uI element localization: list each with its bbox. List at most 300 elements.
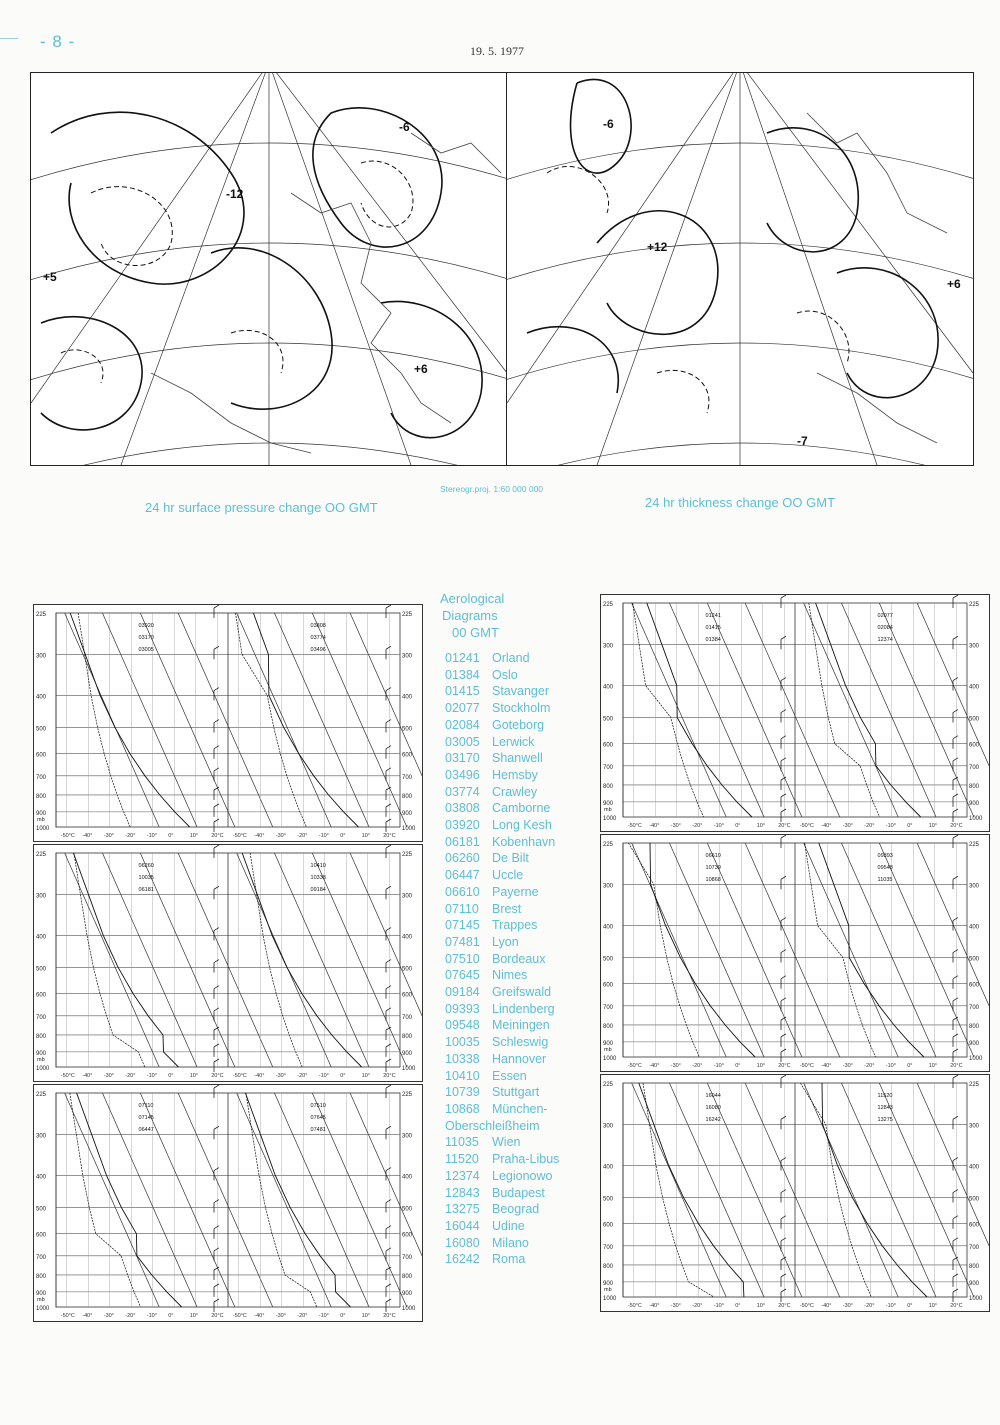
wind-barb-feather bbox=[781, 1034, 786, 1037]
wind-barb-feather bbox=[386, 928, 391, 931]
diagram-station-code: 12374 bbox=[877, 637, 893, 643]
temp-tick-label: 0° bbox=[168, 833, 174, 839]
pressure-label-left: 700 bbox=[603, 1244, 614, 1251]
station-row bbox=[445, 717, 605, 734]
wind-barb-feather bbox=[953, 595, 958, 598]
station-name: Budapest bbox=[492, 1185, 545, 1200]
wind-barb-feather bbox=[214, 1299, 219, 1302]
pressure-label-left: 900 bbox=[36, 1050, 47, 1057]
temp-tick-label: -10° bbox=[318, 833, 329, 839]
pressure-label-right: 900 bbox=[402, 810, 413, 817]
wind-barb-feather bbox=[386, 886, 391, 889]
diagram-station-code: 10410 bbox=[310, 863, 326, 869]
temp-tick-label: -30° bbox=[670, 823, 681, 829]
page-number: - 8 - bbox=[40, 32, 76, 51]
temp-tick-label: 20°C bbox=[211, 1073, 224, 1079]
pressure-label-left: 1000 bbox=[603, 1056, 617, 1062]
pressure-label-right: 500 bbox=[969, 1196, 980, 1203]
station-code: 09548 bbox=[445, 1018, 480, 1033]
wind-barb-feather bbox=[214, 605, 219, 608]
wind-barb-feather bbox=[386, 746, 391, 749]
station-row bbox=[445, 784, 605, 801]
pressure-label-left: 600 bbox=[36, 752, 47, 759]
temp-tick-label: -40° bbox=[82, 1073, 93, 1079]
pressure-label-right: 400 bbox=[402, 694, 413, 701]
mb-unit-label: mb bbox=[37, 817, 45, 823]
wind-barb-feather bbox=[953, 1049, 958, 1052]
temp-tick-label: -30° bbox=[670, 1303, 681, 1309]
pressure-label-left: 400 bbox=[603, 924, 614, 931]
wind-barb-feather bbox=[386, 720, 391, 723]
temp-tick-label: 10° bbox=[928, 1063, 938, 1069]
temp-tick-label: 20°C bbox=[950, 1063, 963, 1069]
diagram-station-code: 16044 bbox=[705, 1093, 721, 1099]
wind-barb-feather bbox=[953, 1289, 958, 1292]
station-row bbox=[445, 667, 605, 684]
station-name: Goteborg bbox=[492, 717, 545, 732]
temp-tick-label: -30° bbox=[275, 1073, 286, 1079]
temp-tick-label: -10° bbox=[146, 1313, 157, 1319]
pressure-label-right: 225 bbox=[969, 1082, 980, 1088]
pressure-label-right: 800 bbox=[402, 793, 413, 800]
station-code: 07645 bbox=[445, 968, 480, 983]
station-code: 10868 bbox=[445, 1101, 480, 1116]
wind-barb-feather bbox=[386, 819, 391, 822]
pressure-label-right: 500 bbox=[402, 726, 413, 733]
wind-barb-feather bbox=[214, 986, 219, 989]
temp-tick-label: 0° bbox=[907, 1303, 913, 1309]
station-name: Crawley bbox=[492, 784, 538, 799]
temp-tick-label: -20° bbox=[692, 1303, 703, 1309]
pressure-label-left: 500 bbox=[36, 726, 47, 733]
diagram-station-code: 01415 bbox=[705, 625, 721, 631]
pressure-label-right: 500 bbox=[402, 966, 413, 973]
pressure-label-right: 600 bbox=[402, 752, 413, 759]
wind-barb-feather bbox=[781, 710, 786, 713]
station-row bbox=[445, 1084, 605, 1101]
pressure-label-right: 1000 bbox=[969, 1296, 983, 1302]
pressure-label-right: 900 bbox=[969, 1040, 980, 1047]
station-name: Trappes bbox=[492, 918, 538, 933]
station-row bbox=[445, 1168, 605, 1185]
wind-barb-feather bbox=[386, 1248, 391, 1251]
temp-tick-label: -40° bbox=[82, 833, 93, 839]
wind-barb-feather bbox=[781, 809, 786, 812]
diagram-station-code: 03920 bbox=[138, 623, 154, 629]
temp-tick-label: -50°C bbox=[60, 1313, 75, 1319]
pressure-label-right: 600 bbox=[969, 982, 980, 989]
station-name: Uccle bbox=[492, 868, 524, 883]
pressure-label-left: 900 bbox=[603, 1040, 614, 1047]
temp-tick-label: -10° bbox=[713, 1303, 724, 1309]
pressure-label-left: 600 bbox=[603, 982, 614, 989]
station-name: Wien bbox=[492, 1135, 521, 1150]
station-name: Essen bbox=[492, 1068, 527, 1083]
wind-barb-feather bbox=[214, 804, 219, 807]
wind-barb-feather bbox=[781, 876, 786, 879]
map-drawing-right bbox=[507, 73, 973, 465]
station-row bbox=[445, 1068, 605, 1085]
station-row bbox=[445, 1151, 605, 1168]
pressure-label-right: 1000 bbox=[402, 1066, 416, 1072]
temp-tick-label: -10° bbox=[146, 833, 157, 839]
wind-barb-feather bbox=[953, 1075, 958, 1078]
station-code: 03170 bbox=[445, 751, 480, 766]
diagram-station-code: 10338 bbox=[310, 875, 326, 881]
station-name: Lyon bbox=[492, 934, 519, 949]
wind-barb-feather bbox=[953, 918, 958, 921]
diagram-station-code: 06181 bbox=[138, 887, 154, 893]
wind-barb-feather bbox=[781, 998, 786, 1001]
pressure-label-right: 800 bbox=[969, 1263, 980, 1270]
station-row bbox=[445, 1201, 605, 1218]
svg-text:+5: +5 bbox=[43, 270, 57, 284]
temp-tick-label: -20° bbox=[692, 823, 703, 829]
station-name: Stuttgart bbox=[492, 1085, 540, 1100]
diagram-station-code: 13275 bbox=[877, 1117, 893, 1123]
wind-barb-feather bbox=[781, 1238, 786, 1241]
pressure-label-left: 300 bbox=[36, 893, 47, 900]
station-code: 01415 bbox=[445, 684, 480, 699]
diagram-station-code: 03005 bbox=[138, 647, 154, 653]
station-row bbox=[445, 1251, 605, 1268]
pressure-label-right: 800 bbox=[402, 1273, 413, 1280]
pressure-label-left: 225 bbox=[603, 1082, 614, 1088]
station-code: 07481 bbox=[445, 934, 480, 949]
aerological-diagram-1 bbox=[33, 604, 423, 842]
pressure-label-left: 300 bbox=[603, 1123, 614, 1130]
pressure-label-right: 225 bbox=[402, 612, 413, 618]
diagram-station-code: 12843 bbox=[877, 1105, 893, 1111]
pressure-label-right: 900 bbox=[402, 1290, 413, 1297]
diagram-station-code: 03774 bbox=[310, 635, 326, 641]
svg-text:+12: +12 bbox=[647, 240, 668, 254]
temp-tick-label: 20°C bbox=[778, 823, 791, 829]
station-row bbox=[445, 683, 605, 700]
temp-tick-label: -40° bbox=[821, 823, 832, 829]
diagram-station-code: 02077 bbox=[877, 613, 893, 619]
margin-rule bbox=[0, 38, 18, 39]
temp-tick-label: -50°C bbox=[232, 1073, 247, 1079]
pressure-label-left: 800 bbox=[36, 1273, 47, 1280]
wind-barb-feather bbox=[781, 736, 786, 739]
pressure-label-left: 225 bbox=[603, 602, 614, 608]
pressure-label-right: 300 bbox=[402, 893, 413, 900]
pressure-label-right: 400 bbox=[969, 684, 980, 691]
temp-tick-label: -10° bbox=[885, 1303, 896, 1309]
wind-barb-feather bbox=[781, 1289, 786, 1292]
diagram-station-code: 03808 bbox=[310, 623, 326, 629]
pressure-label-left: 800 bbox=[603, 783, 614, 790]
temp-tick-label: -20° bbox=[297, 1313, 308, 1319]
wind-barb-feather bbox=[953, 710, 958, 713]
station-name: De Bilt bbox=[492, 851, 529, 866]
station-code: 11035 bbox=[445, 1135, 479, 1150]
station-name: Milano bbox=[492, 1235, 529, 1250]
pressure-label-right: 1000 bbox=[969, 816, 983, 822]
temp-tick-label: -20° bbox=[297, 1073, 308, 1079]
pressure-label-right: 700 bbox=[402, 1254, 413, 1261]
pressure-label-right: 400 bbox=[402, 934, 413, 941]
station-code: 16080 bbox=[445, 1235, 480, 1250]
station-code: 11520 bbox=[445, 1152, 479, 1167]
diagram-chart bbox=[34, 605, 422, 841]
wind-barb-feather bbox=[953, 1274, 958, 1277]
temp-tick-label: -40° bbox=[649, 1303, 660, 1309]
station-name: Lerwick bbox=[492, 734, 535, 749]
temp-tick-label: -20° bbox=[864, 1063, 875, 1069]
temp-tick-label: 10° bbox=[361, 1073, 371, 1079]
station-code: 06260 bbox=[445, 851, 480, 866]
station-code: 13275 bbox=[445, 1202, 480, 1217]
station-name: Stavanger bbox=[492, 684, 549, 699]
station-row bbox=[445, 750, 605, 767]
station-code: 10035 bbox=[445, 1035, 480, 1050]
pressure-label-left: 700 bbox=[36, 774, 47, 781]
station-name: Udine bbox=[492, 1218, 525, 1233]
wind-barb-feather bbox=[214, 960, 219, 963]
wind-barb-feather bbox=[386, 1008, 391, 1011]
temp-tick-label: -30° bbox=[842, 1303, 853, 1309]
wind-barb-feather bbox=[214, 1044, 219, 1047]
pressure-label-right: 800 bbox=[969, 1023, 980, 1030]
station-row bbox=[445, 1218, 605, 1235]
station-list bbox=[445, 650, 605, 1268]
station-code: 03808 bbox=[445, 801, 480, 816]
aerological-diagram-4 bbox=[600, 594, 990, 832]
station-code: 10338 bbox=[445, 1051, 480, 1066]
station-row bbox=[445, 1034, 605, 1051]
pressure-label-left: 700 bbox=[603, 764, 614, 771]
temp-tick-label: -30° bbox=[275, 833, 286, 839]
temp-tick-label: 20°C bbox=[383, 1313, 396, 1319]
station-row bbox=[445, 884, 605, 901]
station-row bbox=[445, 650, 605, 667]
diagram-station-code: 09393 bbox=[877, 853, 893, 859]
pressure-label-right: 500 bbox=[969, 956, 980, 963]
pressure-label-left: 700 bbox=[36, 1014, 47, 1021]
pressure-label-left: 300 bbox=[36, 653, 47, 660]
diagram-station-code: 11035 bbox=[877, 877, 893, 883]
temp-tick-label: 20°C bbox=[211, 1313, 224, 1319]
surface-pressure-change-map bbox=[30, 72, 508, 466]
pressure-label-left: 400 bbox=[36, 1174, 47, 1181]
station-name: Praha-Libus bbox=[492, 1152, 560, 1167]
station-row bbox=[445, 934, 605, 951]
wind-barb-feather bbox=[781, 1190, 786, 1193]
wind-barb-feather bbox=[781, 1116, 786, 1119]
pressure-label-left: 300 bbox=[603, 883, 614, 890]
temp-tick-label: -40° bbox=[254, 1313, 265, 1319]
station-code: 01384 bbox=[445, 667, 480, 682]
pressure-label-right: 1000 bbox=[969, 1056, 983, 1062]
station-row bbox=[445, 767, 605, 784]
pressure-label-right: 500 bbox=[402, 1206, 413, 1213]
temp-tick-label: 10° bbox=[189, 833, 199, 839]
station-name: Meiningen bbox=[492, 1018, 550, 1033]
station-row bbox=[445, 984, 605, 1001]
pressure-label-left: 500 bbox=[36, 966, 47, 973]
station-code: 12843 bbox=[445, 1185, 480, 1200]
pressure-label-right: 300 bbox=[969, 883, 980, 890]
station-name: Payerne bbox=[492, 884, 539, 899]
station-row bbox=[445, 734, 605, 751]
pressure-label-right: 400 bbox=[969, 1164, 980, 1171]
projection-note: Stereogr.proj. 1:60 000 000 bbox=[440, 484, 544, 494]
pressure-label-right: 300 bbox=[402, 1133, 413, 1140]
temp-tick-label: -10° bbox=[885, 823, 896, 829]
temp-tick-label: 10° bbox=[189, 1073, 199, 1079]
wind-barb-feather bbox=[386, 1059, 391, 1062]
temp-tick-label: -10° bbox=[318, 1073, 329, 1079]
temp-tick-label: 20°C bbox=[950, 1303, 963, 1309]
pressure-label-right: 1000 bbox=[402, 1306, 416, 1312]
temp-tick-label: -40° bbox=[649, 1063, 660, 1069]
temp-tick-label: -30° bbox=[103, 1073, 114, 1079]
pressure-label-left: 225 bbox=[36, 1092, 47, 1098]
wind-barb-feather bbox=[781, 1216, 786, 1219]
temp-tick-label: -40° bbox=[254, 833, 265, 839]
temp-tick-label: 0° bbox=[907, 823, 913, 829]
wind-barb-feather bbox=[781, 678, 786, 681]
station-name: Hannover bbox=[492, 1051, 547, 1066]
svg-text:-6: -6 bbox=[603, 117, 614, 131]
wind-barb-feather bbox=[214, 1284, 219, 1287]
temp-tick-label: -50°C bbox=[232, 1313, 247, 1319]
pressure-label-left: 225 bbox=[36, 852, 47, 858]
svg-text:-6: -6 bbox=[399, 120, 410, 134]
station-code: 10739 bbox=[445, 1085, 480, 1100]
station-code: 07510 bbox=[445, 951, 480, 966]
station-code: 09184 bbox=[445, 985, 480, 1000]
pressure-label-left: 1000 bbox=[603, 816, 617, 822]
pressure-label-left: 300 bbox=[36, 1133, 47, 1140]
station-code: 07110 bbox=[445, 901, 479, 916]
wind-barb-feather bbox=[214, 886, 219, 889]
diagram-station-code: 07510 bbox=[310, 1103, 326, 1109]
wind-barb-feather bbox=[781, 950, 786, 953]
wind-barb-feather bbox=[214, 1085, 219, 1088]
pressure-label-right: 700 bbox=[969, 1004, 980, 1011]
aero-title-line-1: Aerological bbox=[440, 591, 505, 606]
station-row bbox=[445, 917, 605, 934]
mb-unit-label: mb bbox=[37, 1297, 45, 1303]
station-code: 02077 bbox=[445, 701, 480, 716]
wind-barb-feather bbox=[781, 1274, 786, 1277]
temp-tick-label: -50°C bbox=[627, 1063, 642, 1069]
diagram-station-code: 10739 bbox=[705, 865, 721, 871]
temp-tick-label: 10° bbox=[361, 833, 371, 839]
svg-text:-7: -7 bbox=[797, 434, 808, 448]
station-name-continued: Oberschleißheim bbox=[445, 1118, 540, 1133]
station-name: Beograd bbox=[492, 1202, 540, 1217]
temp-tick-label: -10° bbox=[885, 1063, 896, 1069]
temp-tick-label: 10° bbox=[928, 823, 938, 829]
temp-tick-label: -20° bbox=[125, 1313, 136, 1319]
pressure-label-right: 700 bbox=[969, 1244, 980, 1251]
wind-barb-feather bbox=[953, 794, 958, 797]
wind-barb-feather bbox=[386, 1299, 391, 1302]
temp-tick-label: -30° bbox=[275, 1313, 286, 1319]
wind-barb-feather bbox=[386, 1168, 391, 1171]
right-map-caption: 24 hr thickness change OO GMT bbox=[645, 495, 836, 510]
temp-tick-label: 0° bbox=[340, 833, 346, 839]
station-code: 16242 bbox=[445, 1252, 480, 1267]
wind-barb-feather bbox=[953, 998, 958, 1001]
diagram-chart bbox=[34, 1085, 422, 1321]
pressure-label-left: 225 bbox=[36, 612, 47, 618]
pressure-label-left: 700 bbox=[36, 1254, 47, 1261]
station-row bbox=[445, 1185, 605, 1202]
station-name: Legionowo bbox=[492, 1168, 553, 1183]
station-code: 03005 bbox=[445, 734, 480, 749]
wind-barb-feather bbox=[781, 758, 786, 761]
temp-tick-label: -50°C bbox=[627, 823, 642, 829]
wind-barb-feather bbox=[953, 1216, 958, 1219]
temp-tick-label: 10° bbox=[189, 1313, 199, 1319]
wind-barb-feather bbox=[214, 1168, 219, 1171]
aerological-diagram-6 bbox=[600, 1074, 990, 1312]
station-name: Kobenhavn bbox=[492, 834, 556, 849]
temp-tick-label: -20° bbox=[864, 1303, 875, 1309]
temp-tick-label: 20°C bbox=[778, 1063, 791, 1069]
station-name: Stockholm bbox=[492, 701, 551, 716]
temp-tick-label: -10° bbox=[713, 1063, 724, 1069]
wind-barb-feather bbox=[386, 804, 391, 807]
pressure-label-left: 800 bbox=[603, 1263, 614, 1270]
temp-tick-label: -50°C bbox=[799, 823, 814, 829]
station-row bbox=[445, 967, 605, 984]
temp-tick-label: -40° bbox=[254, 1073, 265, 1079]
wind-barb-feather bbox=[781, 1049, 786, 1052]
wind-barb-feather bbox=[214, 720, 219, 723]
temp-tick-label: -10° bbox=[318, 1313, 329, 1319]
temp-tick-label: -50°C bbox=[799, 1303, 814, 1309]
pressure-label-right: 500 bbox=[969, 716, 980, 723]
station-name: Schleswig bbox=[492, 1035, 549, 1050]
station-code: 07145 bbox=[445, 918, 480, 933]
temp-tick-label: -20° bbox=[692, 1063, 703, 1069]
station-code: 12374 bbox=[445, 1168, 480, 1183]
wind-barb-feather bbox=[781, 976, 786, 979]
wind-barb-feather bbox=[214, 646, 219, 649]
diagram-station-code: 07145 bbox=[138, 1115, 154, 1121]
station-row bbox=[445, 800, 605, 817]
temp-tick-label: -40° bbox=[649, 823, 660, 829]
wind-barb-feather bbox=[953, 809, 958, 812]
station-row bbox=[445, 1017, 605, 1034]
pressure-label-left: 400 bbox=[603, 1164, 614, 1171]
diagram-station-code: 09548 bbox=[877, 865, 893, 871]
pressure-label-left: 600 bbox=[603, 1222, 614, 1229]
station-row bbox=[445, 850, 605, 867]
wind-barb-feather bbox=[214, 1126, 219, 1129]
wind-barb-feather bbox=[214, 1008, 219, 1011]
aerological-diagram-2 bbox=[33, 844, 423, 1082]
wind-barb-feather bbox=[953, 1034, 958, 1037]
pressure-label-left: 1000 bbox=[36, 826, 50, 832]
temp-tick-label: 10° bbox=[756, 1303, 766, 1309]
aero-title-line-3: 00 GMT bbox=[452, 625, 499, 640]
pressure-label-left: 900 bbox=[36, 1290, 47, 1297]
thickness-change-map bbox=[506, 72, 974, 466]
pressure-label-right: 225 bbox=[969, 842, 980, 848]
station-name: München- bbox=[492, 1101, 548, 1116]
pressure-label-right: 600 bbox=[402, 1232, 413, 1239]
station-code: 03496 bbox=[445, 767, 480, 782]
temp-tick-label: -50°C bbox=[60, 1073, 75, 1079]
wind-barb-feather bbox=[781, 636, 786, 639]
